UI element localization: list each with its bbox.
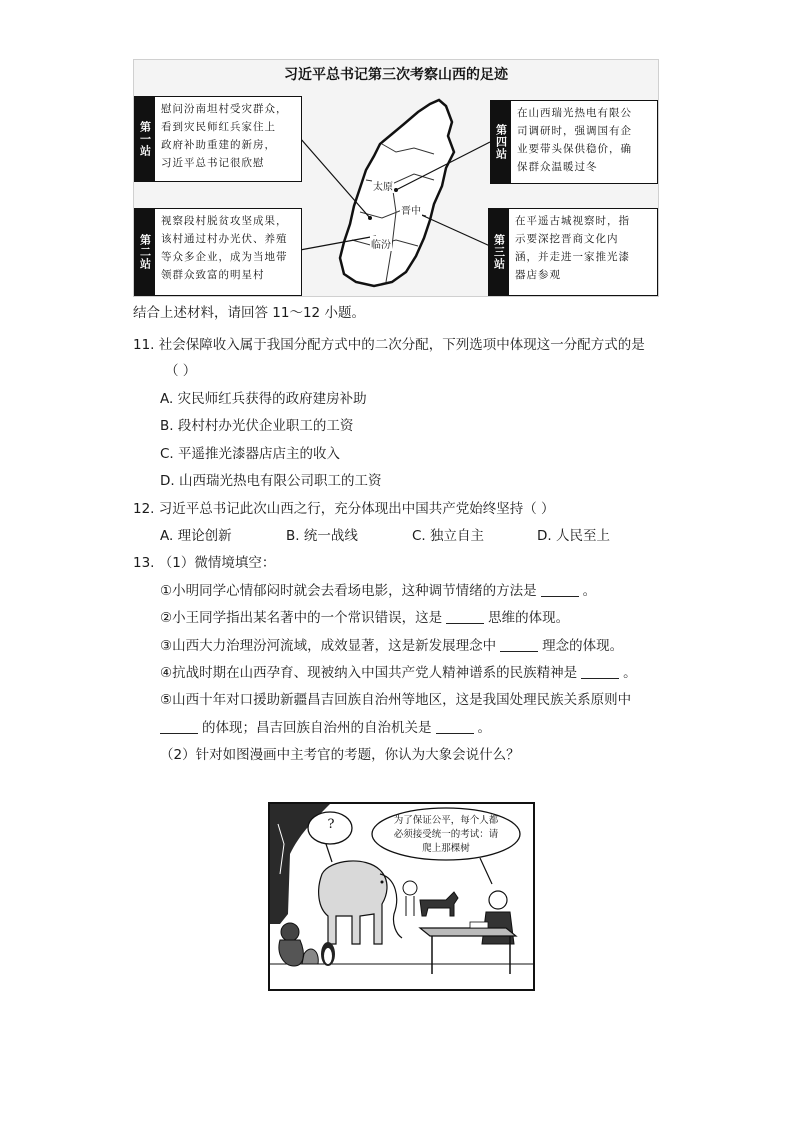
fill-blank-item-5 (160, 688, 631, 708)
fill-blank-text: ④抗战时期在山西孕育、现被纳入中国共产党人精神谱系的民族精神是 (160, 665, 578, 681)
station-line: 司调研时，强调国有企 (517, 125, 632, 137)
examiner-icon (489, 891, 507, 909)
fill-blank-text: ②小王同学指出某名著中的一个常识错误，这是 (160, 610, 443, 626)
map-figure (133, 59, 659, 297)
station-tag: 第四站 (491, 101, 511, 183)
question-11-option-d: D. 山西瑞光热电有限公司职工的工资 (160, 473, 382, 489)
station-card-1 (134, 96, 302, 182)
station-line: 保群众温暖过冬 (517, 161, 598, 173)
fill-blank-item-2 (160, 606, 569, 626)
fill-blank-text: 。 (623, 665, 637, 681)
station-line: 视察段村脱贫攻坚成果， (161, 215, 288, 227)
answer-blank[interactable] (500, 639, 538, 652)
desk-icon (420, 928, 516, 936)
answer-blank[interactable] (581, 666, 619, 679)
station-line: 习近平总书记很欣慰 (161, 157, 265, 169)
question-11-option-c: C. 平遥推光漆器店店主的收入 (160, 446, 341, 462)
station-line: 在山西瑞光热电有限公 (517, 107, 632, 119)
answer-blank[interactable] (160, 721, 198, 734)
question-12-option-a: A. 理论创新 (160, 528, 232, 544)
station-tag: 第三站 (489, 209, 509, 295)
fill-blank-text: 思维的体现。 (488, 610, 570, 626)
station-line: 业要带头保供稳价，确 (517, 143, 632, 155)
bird-icon (403, 881, 417, 895)
fill-blank-item-5-continued (160, 716, 491, 736)
question-11-answer-paren: （ ） (165, 363, 197, 379)
station-line: 慰问汾南坦村受灾群众， (161, 103, 288, 115)
station-text (161, 212, 297, 284)
answer-blank[interactable] (541, 584, 579, 597)
fill-blank-text: ⑤山西十年对口援助新疆昌吉回族自治州等地区，这是我国处理民族关系原则中 (160, 692, 632, 708)
answer-blank[interactable] (436, 721, 474, 734)
question-11-option-a: A. 灾民师红兵获得的政府建房补助 (160, 391, 367, 407)
station-card-4 (490, 100, 658, 184)
city-label-taiyuan: 太原 (372, 178, 394, 193)
location-dot (368, 216, 372, 220)
province-outline (340, 100, 454, 286)
fill-blank-text: 。 (477, 720, 491, 736)
pointer-line (300, 138, 370, 218)
station-tag: 第一站 (135, 97, 155, 181)
cartoon-illustration (268, 802, 535, 991)
map-title: 习近平总书记第三次考察山西的足迹 (284, 67, 508, 83)
fill-blank-text: ①小明同学心情郁闷时就会去看场电影，这种调节情绪的方法是 (160, 583, 537, 599)
fill-blank-text: 。 (582, 583, 597, 599)
station-text (515, 212, 653, 284)
station-line: 政府补助重建的新房， (161, 139, 276, 151)
elephant-bubble-text: ? (327, 817, 335, 832)
fill-blank-text: ③山西大力治理汾河流域，成效显著，这是新发展理念中 (160, 638, 497, 654)
station-line: 涵，并走进一家推光漆 (515, 251, 630, 263)
question-12-option-d: D. 人民至上 (537, 528, 610, 544)
question-12-option-b: B. 统一战线 (286, 528, 358, 544)
station-line: 示要深挖晋商文化内 (515, 233, 619, 245)
fill-blank-text: 理念的体现。 (542, 638, 624, 654)
station-card-2 (134, 208, 302, 296)
question-12-option-c: C. 独立自主 (412, 528, 485, 544)
seal-icon (302, 949, 318, 964)
station-line: 器店参观 (515, 269, 561, 281)
station-card-3 (488, 208, 658, 296)
fill-blank-item-4 (160, 661, 637, 681)
station-line: 该村通过村办光伏、养殖 (161, 233, 288, 245)
examiner-bubble-line: 爬上那棵树 (422, 843, 470, 854)
monkey-icon (281, 923, 299, 941)
fill-blank-item-1 (160, 579, 596, 599)
examiner-bubble-line: 必须接受统一的考试：请 (393, 829, 499, 840)
intro-text: 结合上述材料，请回答 11～12 小题。 (133, 305, 365, 321)
station-line: 等众多企业，成为当地带 (161, 251, 288, 263)
location-dot (394, 188, 398, 192)
fill-blank-item-3 (160, 634, 623, 654)
question-13-stem: 13. （1）微情境填空： (133, 555, 276, 571)
question-11-stem: 11. 社会保障收入属于我国分配方式中的二次分配，下列选项中体现这一分配方式的是 (133, 337, 645, 353)
dog-icon (420, 892, 458, 916)
question-11-option-b: B. 段村村办光伏企业职工的工资 (160, 418, 354, 434)
station-text (161, 100, 297, 172)
examiner-bubble-line: 为了保证公平，每个人都 (393, 815, 499, 826)
city-label-linfen: 临汾 (370, 236, 392, 251)
elephant-icon (319, 861, 387, 944)
station-line: 看到灾民师红兵家住上 (161, 121, 276, 133)
station-text (517, 104, 653, 176)
examiner-bubble-text (374, 814, 518, 856)
fill-blank-text: 的体现；昌吉回族自治州的自治机关是 (202, 720, 432, 736)
question-13-part-2: （2）针对如图漫画中主考官的考题，你认为大象会说什么？ (160, 747, 520, 763)
question-12-stem: 12. 习近平总书记此次山西之行，充分体现出中国共产党始终坚持（ ） (133, 501, 555, 517)
station-line: 在平遥古城视察时，指 (515, 215, 630, 227)
answer-blank[interactable] (446, 611, 484, 624)
station-line: 领群众致富的明星村 (161, 269, 265, 281)
city-label-jinzhong: 晋中 (400, 202, 422, 217)
station-tag: 第二站 (135, 209, 155, 295)
